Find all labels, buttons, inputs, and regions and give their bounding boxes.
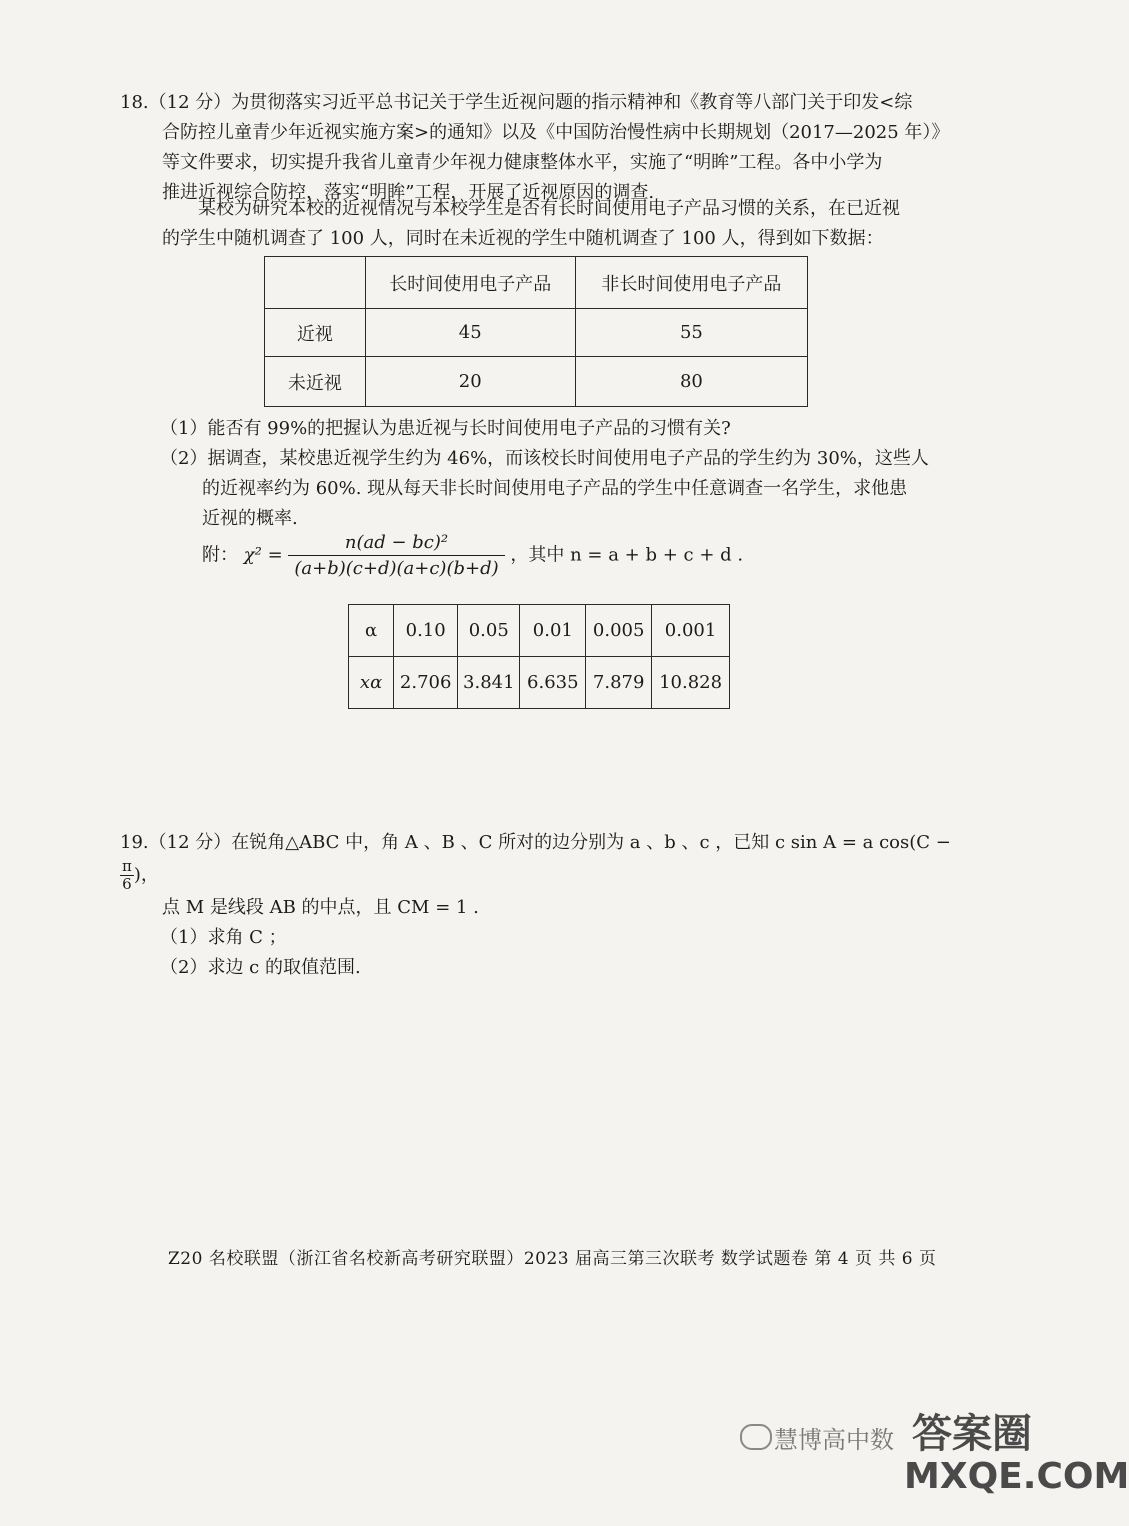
q18-parts: [160, 414, 960, 534]
watermark-wechat-text: 慧博高中数: [774, 1426, 894, 1454]
q18-part2-line1: （2）据调查，某校患近视学生约为 46%，而该校长时间使用电子产品的学生约为 30%，这些人: [160, 448, 929, 469]
crit-cell: 0.01: [520, 605, 586, 657]
survey-cell: 45: [365, 309, 575, 357]
q18-text: 为贯彻落实习近平总书记关于学生近视问题的指示精神和《教育等八部门关于印发<综: [231, 92, 913, 113]
frac-top: π: [122, 857, 132, 875]
q18-part2-line3: 近视的概率.: [202, 508, 298, 529]
chi-square-formula: [202, 532, 743, 579]
q18-para2-line2: 的学生中随机调查了 100 人，同时在未近视的学生中随机调查了 100 人，得到如下数据：: [162, 228, 884, 249]
q18-para2-line1: 某校为研究本校的近视情况与本校学生是否有长时间使用电子产品习惯的关系，在已近视: [198, 198, 900, 219]
survey-row-nomyopia: [265, 357, 808, 407]
crit-cell: 2.706: [394, 657, 458, 709]
q18-intro-line1: [120, 88, 960, 118]
survey-row-label: 近视: [265, 309, 366, 357]
survey-header-row: [265, 257, 808, 309]
formula-where: ，其中 n = a + b + c + d .: [510, 544, 744, 566]
formula-numerator: n(ad − bc)²: [288, 532, 504, 556]
survey-row-label: 未近视: [265, 357, 366, 407]
page-footer: Z20 名校联盟（浙江省名校新高考研究联盟）2023 届高三第三次联考 数学试题卷 第 4 页 共 6 页: [168, 1249, 937, 1269]
q18-para2: [162, 194, 962, 254]
crit-cell: 6.635: [520, 657, 586, 709]
survey-header-notlong: 非长时间使用电子产品: [575, 257, 807, 309]
appendix-label: 附：: [202, 544, 238, 566]
watermark-site: MXQE.COM: [904, 1456, 1129, 1497]
survey-cell: 55: [575, 309, 807, 357]
q19-part1: （1）求角 C ；: [160, 927, 287, 948]
crit-cell: 10.828: [652, 657, 730, 709]
wechat-icon: [740, 1424, 772, 1450]
crit-cell: 0.001: [652, 605, 730, 657]
q18-part2-line2: 的近视率约为 60%. 现从每天非长时间使用电子产品的学生中任意调查一名学生，求他患: [202, 478, 908, 499]
q19-block: [120, 828, 960, 983]
q18-number: 18.: [120, 92, 149, 113]
q19-part2: （2）求边 c 的取值范围.: [160, 957, 361, 978]
q18-part1: （1）能否有 99%的把握认为患近视与长时间使用电子产品的习惯有关?: [160, 418, 731, 439]
survey-cell: 80: [575, 357, 807, 407]
q19-line2: 点 M 是线段 AB 的中点，且 CM = 1 .: [162, 897, 479, 918]
q18-intro: [120, 88, 960, 208]
q19-score: （12 分）: [148, 832, 232, 853]
crit-cell: 7.879: [586, 657, 652, 709]
formula-denominator: (a+b)(c+d)(a+c)(b+d): [294, 558, 499, 579]
watermark-logo: 答案圈: [912, 1411, 1032, 1457]
survey-cell: 20: [365, 357, 575, 407]
q19-number: 19.: [120, 832, 149, 853]
crit-cell: xα: [349, 657, 394, 709]
survey-header-empty: [265, 257, 366, 309]
critical-value-table: [348, 604, 730, 709]
pi-over-six: [120, 858, 134, 893]
frac-bottom: 6: [122, 875, 132, 893]
q18-intro-line4: 推进近视综合防控，落实“明眸”工程，开展了近视原因的调查.: [162, 182, 655, 203]
crit-cell: 0.005: [586, 605, 652, 657]
formula-fraction: [288, 532, 504, 579]
q18-score: （12 分）: [148, 92, 232, 113]
q18-intro-line2: 合防控儿童青少年近视实施方案>的通知》以及《中国防治慢性病中长期规划（2017—2025 年）》: [162, 122, 950, 143]
survey-table: [264, 256, 808, 407]
survey-row-myopia: [265, 309, 808, 357]
crit-cell: α: [349, 605, 394, 657]
crit-row-alpha: [349, 605, 730, 657]
q19-line1-end: )，: [133, 864, 159, 886]
q19-line1: [120, 828, 960, 893]
survey-header-long: 长时间使用电子产品: [365, 257, 575, 309]
formula-lhs: χ² =: [243, 544, 283, 566]
crit-cell: 0.05: [458, 605, 520, 657]
q18-intro-line3: 等文件要求，切实提升我省儿童青少年视力健康整体水平，实施了“明眸”工程。各中小学为: [162, 152, 883, 173]
q19-line1-text: 在锐角△ABC 中，角 A 、B 、C 所对的边分别为 a 、b 、c ，已知 c sin A = a cos(C −: [231, 832, 951, 853]
crit-cell: 0.10: [394, 605, 458, 657]
crit-row-x: [349, 657, 730, 709]
crit-cell: 3.841: [458, 657, 520, 709]
